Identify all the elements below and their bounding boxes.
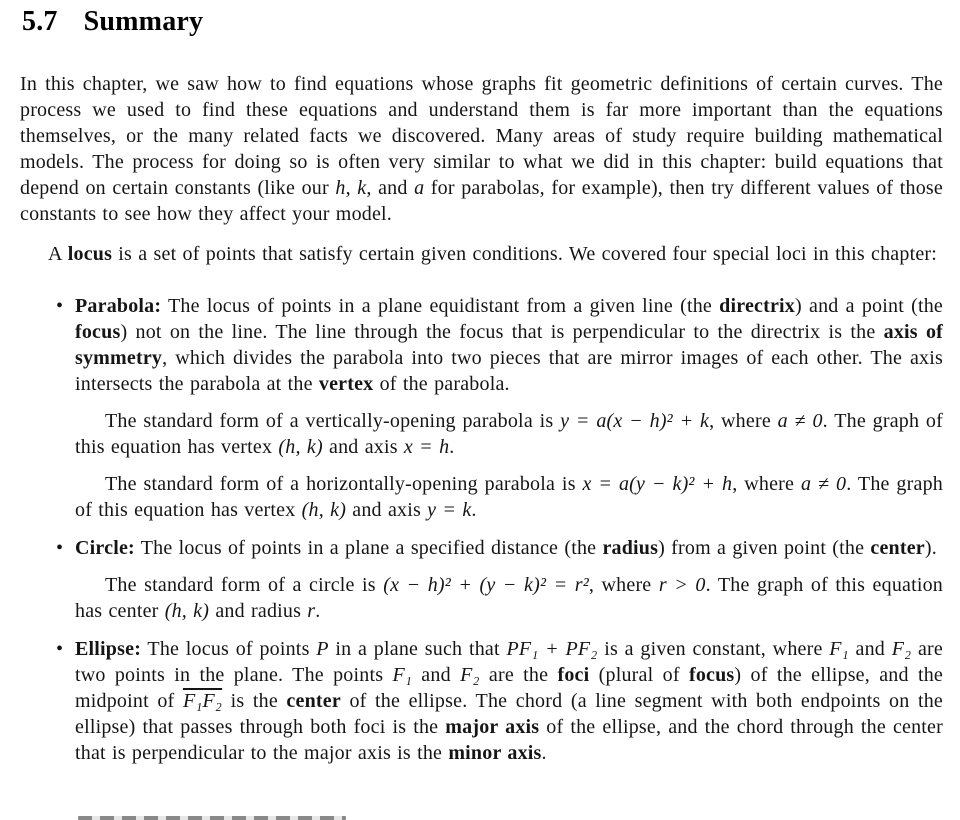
parabola-standard-form-vertical: The standard form of a vertically-opening parabola is y = a(x − h)² + k, where a ≠ 0. The graph of this equation has vertex (h, k) and axis x = h. <box>75 410 943 458</box>
ellipse-definition: Ellipse: The locus of points P in a plane such that PF₁ + PF₂ is a given constant, where F₁ and F₂ are two points in the plane. The points F₁ and F₂ are the foci (plural of focus) of the ellipse, and the midpoint of F₁F₂ is the center of the ellipse. The chord (a line segment with both endpoints on the ellipse) that passes through both foci is the major axis of the ellipse, and the chord through the center that is perpendicular to the major axis is the minor axis. <box>75 638 943 764</box>
list-item-circle <box>20 535 943 624</box>
bullet-icon: • <box>56 295 64 317</box>
parabola-definition: Parabola: The locus of points in a plane equidistant from a given line (the directrix) and a point (the focus) not on the line. The line through the focus that is perpendicular to the directrix is the axis of symmetry, which divides the parabola into two pieces that are mirror images of each other. The axis intersects the parabola at the vertex of the parabola. <box>75 295 944 395</box>
circle-definition: Circle: The locus of points in a plane a specified distance (the radius) from a given point (the center). <box>75 537 937 559</box>
list-item-ellipse <box>20 636 943 766</box>
parabola-standard-form-horizontal: The standard form of a horizontally-opening parabola is x = a(y − k)² + h, where a ≠ 0. The graph of this equation has vertex (h, k) and axis y = k. <box>75 473 943 521</box>
paragraph-locus: A locus is a set of points that satisfy certain given conditions. We covered four special loci in this chapter: <box>48 243 938 265</box>
section-heading <box>22 6 943 38</box>
loci-list <box>20 293 943 766</box>
list-item-parabola <box>20 293 943 523</box>
paragraph-intro: In this chapter, we saw how to find equations whose graphs fit geometric definitions of certain curves. The process we used to find these equations and understand them is far more important than the equations themselves, or the many related facts we discovered. Many areas of study require building mathematical models. The process for doing so is often very similar to what we did in this chapter: build equations that depend on certain constants (like our h, k, and a for parabolas, for example), then try different values of those constants to see how they affect your model. <box>20 73 943 225</box>
section-number: 5.7 <box>22 6 58 37</box>
section-title: Summary <box>83 6 204 37</box>
bullet-icon: • <box>56 537 64 559</box>
circle-standard-form: The standard form of a circle is (x − h)² + (y − k)² = r², where r > 0. The graph of this equation has center (h, k) and radius r. <box>75 574 944 622</box>
cut-off-next-line <box>78 816 346 820</box>
bullet-icon: • <box>56 638 64 660</box>
